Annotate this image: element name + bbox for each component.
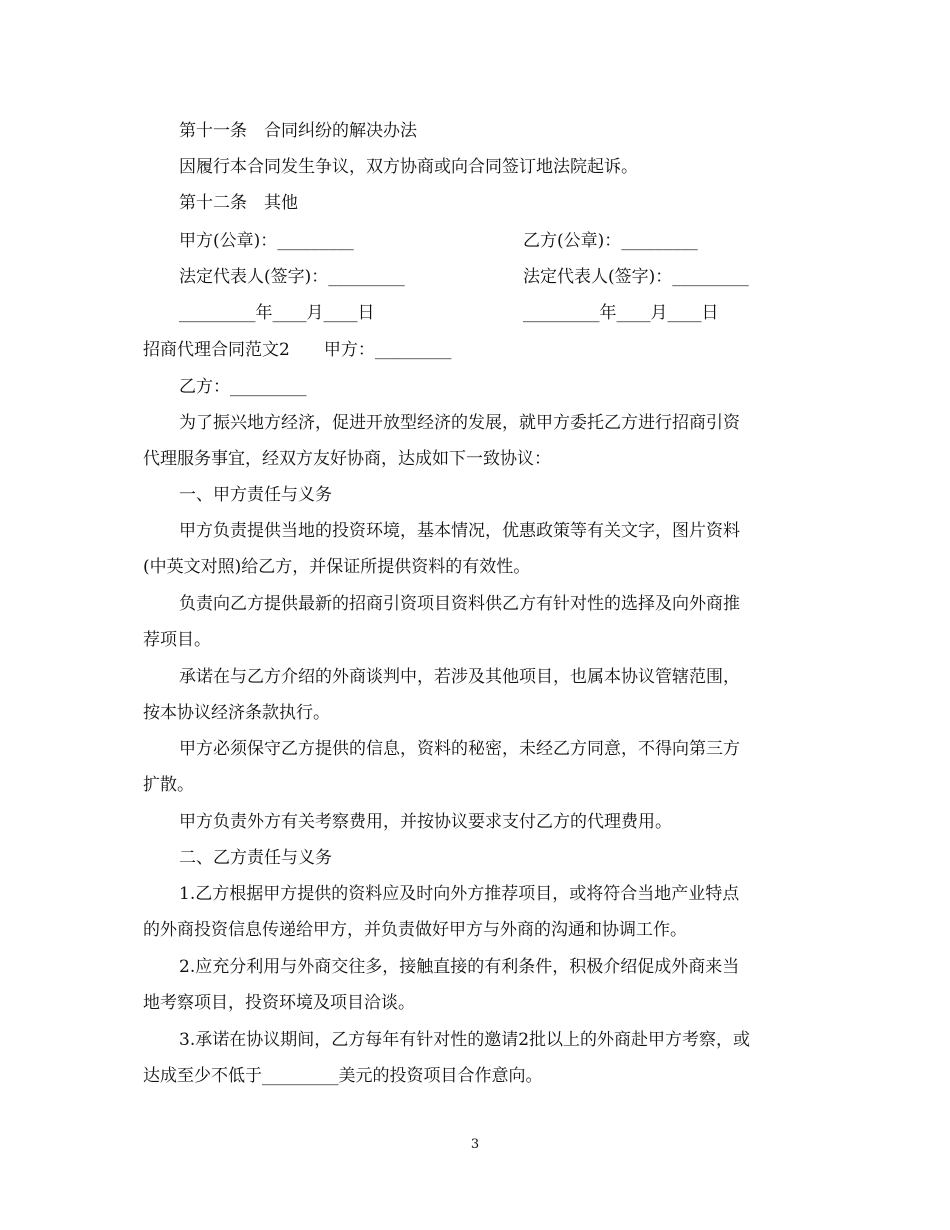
s1-paragraph4-line2: 扩散。 [143,775,194,795]
party-b-date: _________年____月____日 [523,303,719,323]
article12-heading: 第十二条 其他 [179,193,298,213]
s1-paragraph4-line1: 甲方必须保守乙方提供的信息，资料的秘密，未经乙方同意，不得向第三方 [179,739,740,759]
s1-paragraph5: 甲方负责外方有关考察费用，并按协议要求支付乙方的代理费用。 [179,812,672,832]
article11-text: 因履行本合同发生争议，双方协商或向合同签订地法院起诉。 [179,157,638,177]
s1-paragraph2-line2: 荐项目。 [143,630,211,650]
section2-heading: 二、乙方责任与义务 [179,848,332,868]
party-b-representative: 法定代表人(签字)：_________ [523,267,749,287]
preamble-line-2: 代理服务事宜，经双方友好协商，达成如下一致协议： [143,449,551,469]
s2-paragraph2-line2: 地考察项目，投资环境及项目洽谈。 [143,993,415,1013]
s1-paragraph2-line1: 负责向乙方提供最新的招商引资项目资料供乙方有针对性的选择及向外商推 [179,594,740,614]
party-b-seal: 乙方(公章)：_________ [523,231,698,251]
section1-heading: 一、甲方责任与义务 [179,485,332,505]
party-a-representative: 法定代表人(签字)：_________ [179,267,405,287]
article11-heading: 第十一条 合同纠纷的解决办法 [179,121,417,141]
s2-paragraph1-line2: 的外商投资信息传递给甲方，并负责做好甲方与外商的沟通和协调工作。 [143,920,687,940]
s2-paragraph3-line1: 3.承诺在协议期间，乙方每年有针对性的邀请2批以上的外商赴甲方考察，或 [179,1030,751,1050]
s2-paragraph1-line1: 1.乙方根据甲方提供的资料应及时向外方推荐项目，或将符合当地产业特点 [179,884,740,904]
s1-paragraph3-line1: 承诺在与乙方介绍的外商谈判中，若涉及其他项目，也属本协议管辖范围， [179,667,740,687]
page-number: 3 [470,1137,480,1152]
party-a-seal: 甲方(公章)：_________ [179,231,354,251]
party-a-date: _________年____月____日 [179,303,375,323]
s1-paragraph1-line2: (中英文对照)给乙方，并保证所提供资料的有效性。 [143,557,531,577]
preamble-line-1: 为了振兴地方经济，促进开放型经济的发展，就甲方委托乙方进行招商引资 [179,413,740,433]
contract2-title: 招商代理合同范文2 甲方：_________ [143,340,452,360]
s2-paragraph3-line2: 达成至少不低于_________美元的投资项目合作意向。 [143,1066,543,1086]
contract2-party-b: 乙方：_________ [179,377,307,397]
s2-paragraph2-line1: 2.应充分利用与外商交往多，接触直接的有利条件，积极介绍促成外商来当 [179,957,740,977]
s1-paragraph1-line1: 甲方负责提供当地的投资环境，基本情况，优惠政策等有关文字，图片资料 [179,521,740,541]
s1-paragraph3-line2: 按本协议经济条款执行。 [143,703,330,723]
